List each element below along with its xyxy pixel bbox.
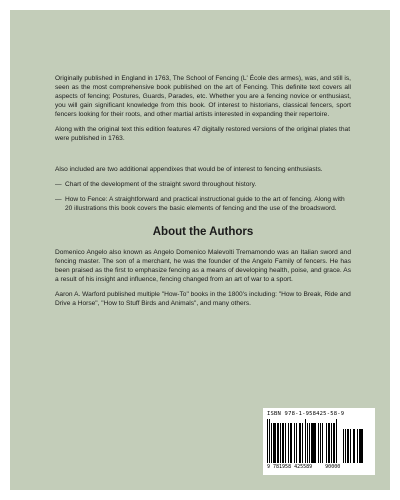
intro-paragraph-2: Along with the original text this edition features 47 digitally restored versions of the original plates that were published in 1763.	[55, 125, 351, 142]
spacer	[55, 150, 351, 166]
appendix-item-how-to-fence	[55, 196, 351, 214]
isbn-label: ISBN 978-1-958425-58-9	[267, 411, 345, 417]
barcode-addon-bar	[363, 429, 364, 463]
addon-digits: 90000	[325, 464, 341, 470]
about-paragraph-2: Aaron A. Warford published multiple "How-To" books in the 1800's including: "How to Break, Ride and Drive a Horse", "How to Stuff Birds and Animals", and many others.	[55, 290, 351, 307]
about-authors-heading: About the Authors	[152, 226, 254, 239]
appendixes-intro: Also included are two additional appendixes that would be of interest to fencing enthusiasts.	[55, 165, 323, 173]
appendix-item-text: Chart of the development of the straight sword throughout history.	[65, 180, 257, 188]
barcode-digits	[267, 464, 371, 470]
isbn-barcode	[263, 408, 375, 475]
ean-digits: 9 781958 425589	[267, 464, 313, 470]
intro-paragraph-1: Originally published in England in 1763, The School of Fencing (L' École des armes), was, and still is, seen as the most comprehensive book published on the art of Fencing. This definite text covers all aspects of fencing; Postures, Guards, Parades, etc. Whether you are a fencing novice or enthusiast, you will gain significant knowledge from this book. Of interest to historians, classical fencers, sport fencers looking for their roots, and other martial artists interested in expanding their repertoire.	[55, 75, 351, 118]
dash-bullet: —	[55, 195, 62, 203]
book-back-cover	[10, 10, 390, 490]
appendixes-list	[55, 181, 351, 214]
cover-text	[55, 75, 351, 315]
dash-bullet: —	[55, 180, 62, 188]
barcode-bars	[267, 419, 371, 463]
appendix-item-chart	[55, 181, 351, 190]
appendix-item-text: How to Fence: A straightforward and practical instructional guide to the art of fencing. Along with 20 illustrations this book covers the basic elements of fencing and the use of the broadsword.	[65, 195, 345, 212]
about-paragraph-1: Domenico Angelo also known as Angelo Domenico Malevolti Tremamondo was an Italian sword and fencing master. The son of a merchant, he was the founder of the Angelo Family of fencers. He has been praised as the first to emphasize fencing as a means of developing health, poise, and grace. As a result of his insight and influence, fencing changed from an art of war to a sport.	[55, 249, 351, 283]
